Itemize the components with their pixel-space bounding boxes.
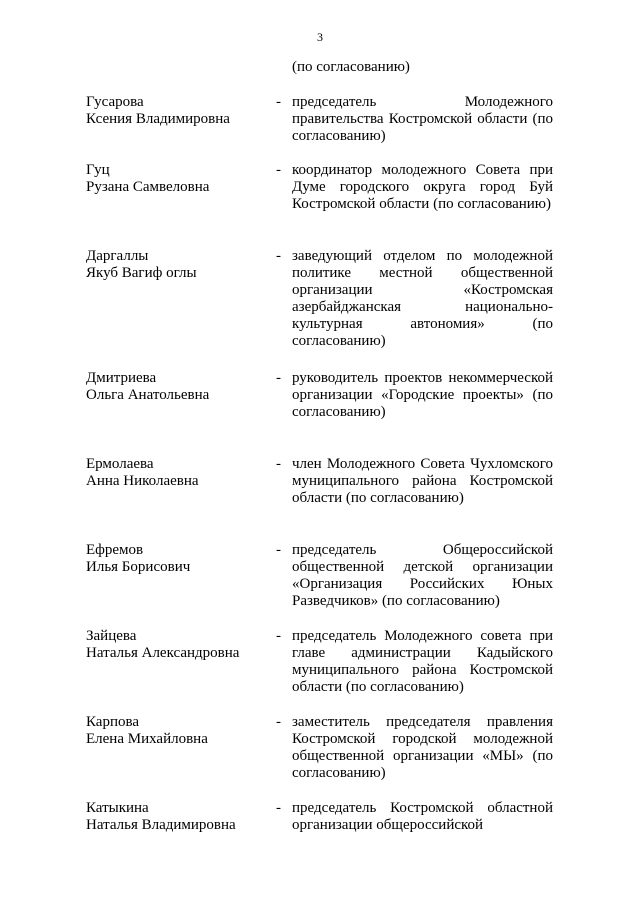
member-role: заместитель председателя правления Костромской городской молодежной общественной организации «МЫ» (по согласованию) [292,714,553,781]
page-number: 3 [317,30,323,44]
member-surname: Дмитриева [86,370,157,386]
member-given-names: Рузана Самвеловна [86,179,210,195]
member-given-names: Якуб Вагиф оглы [86,265,197,281]
member-surname: Катыкина [86,800,149,816]
member-role: координатор молодежного Совета при Думе городского округа город Буй Костромской области (по согласованию) [292,162,553,212]
member-name [86,714,272,748]
dash-separator: - [276,248,281,264]
member-name [86,628,272,662]
member-surname: Карпова [86,714,140,730]
dash-separator: - [276,94,281,110]
dash-separator: - [276,456,281,472]
member-surname: Ефремов [86,542,144,558]
dash-separator: - [276,714,281,730]
carry-over-text: (по согласованию) [292,59,410,75]
member-role: председатель Молодежного правительства Костромской области (по согласованию) [292,94,553,144]
dash-separator: - [276,628,281,644]
dash-separator: - [276,162,281,178]
member-name [86,94,272,128]
member-given-names: Ксения Владимировна [86,111,230,127]
member-name [86,370,272,404]
member-role: заведующий отделом по молодежной политике местной общественной организации «Костромская азербайджанская национально-культурная автономия» (по согласованию) [292,248,553,349]
member-name [86,248,272,282]
dash-separator: - [276,370,281,386]
member-role: председатель Общероссийской общественной детской организации «Организация Российских Юных Разведчиков» (по согласованию) [292,542,553,609]
dash-separator: - [276,542,281,558]
member-role: председатель Костромской областной организации общероссийской [292,800,553,833]
member-role: член Молодежного Совета Чухломского муниципального района Костромской области (по согласованию) [292,456,553,506]
member-role: руководитель проектов некоммерческой организации «Городские проекты» (по согласованию) [292,370,553,420]
member-surname: Зайцева [86,628,137,644]
member-name [86,542,272,576]
member-given-names: Елена Михайловна [86,731,208,747]
member-name [86,162,272,196]
member-surname: Гуц [86,162,110,178]
member-given-names: Наталья Владимировна [86,817,236,833]
member-given-names: Ольга Анатольевна [86,387,210,403]
dash-separator: - [276,800,281,816]
member-given-names: Наталья Александровна [86,645,240,661]
member-given-names: Илья Борисович [86,559,191,575]
member-surname: Даргаллы [86,248,149,264]
member-surname: Гусарова [86,94,144,110]
member-surname: Ермолаева [86,456,154,472]
member-name [86,800,272,834]
member-given-names: Анна Николаевна [86,473,199,489]
member-role: председатель Молодежного совета при главе администрации Кадыйского муниципального района Костромской области (по согласованию) [292,628,553,695]
member-name [86,456,272,490]
